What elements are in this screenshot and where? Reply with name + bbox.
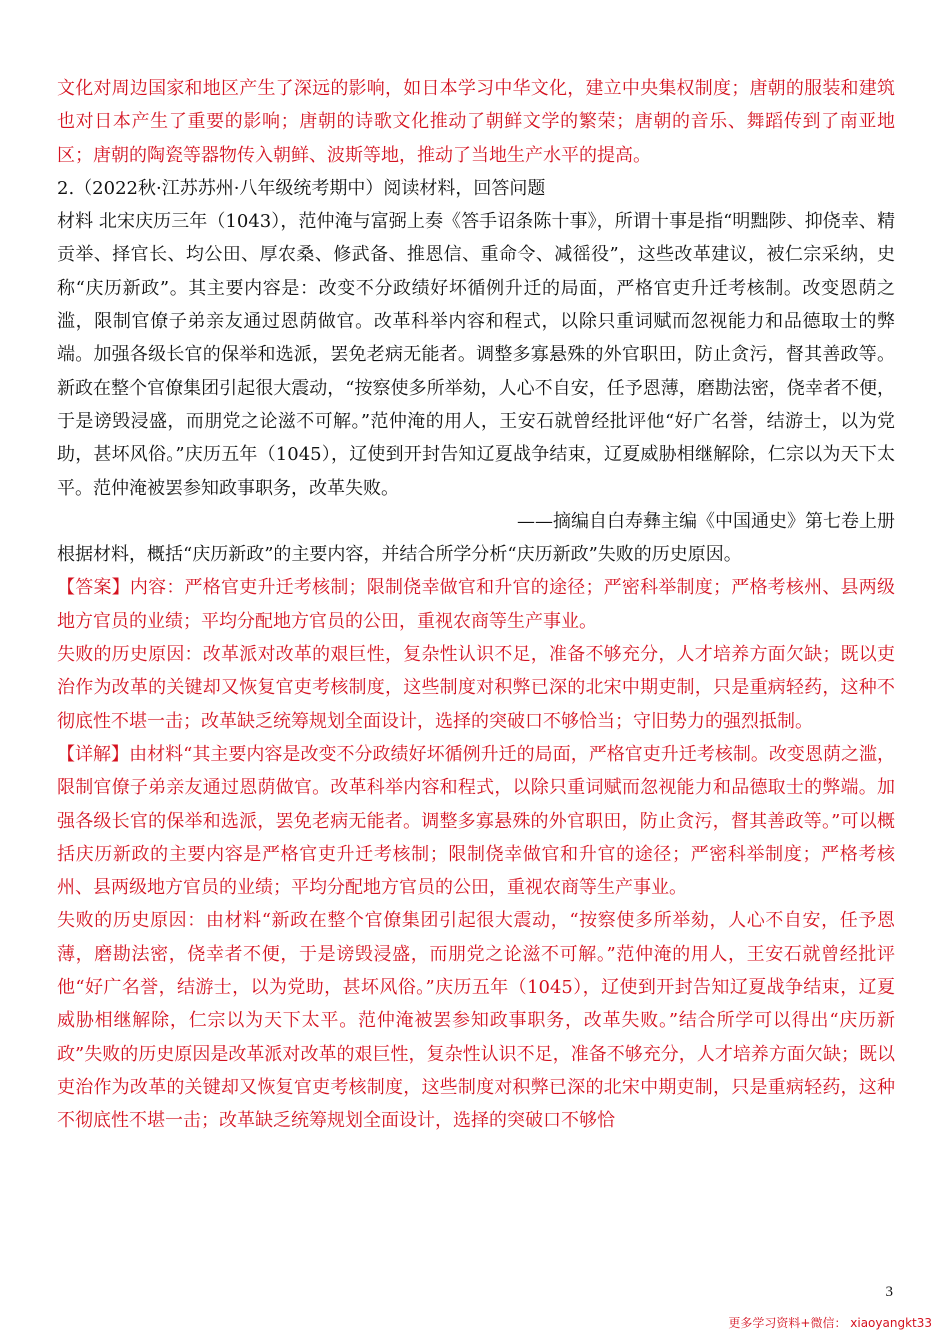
detail-tag: 【详解】 — [57, 743, 130, 765]
question-prompt: 根据材料，概括“庆历新政”的主要内容，并结合所学分析“庆历新政”失败的历史原因。 — [57, 544, 742, 566]
answer-paragraph — [57, 571, 895, 638]
footer-note: 更多学习资料+微信： xiaoyangkt33 — [728, 1316, 932, 1330]
intro-answer-paragraph: 文化对周边国家和地区产生了深远的影响，如日本学习中华文化，建立中央集权制度；唐朝的服装和建筑也对日本产生了重要的影响；唐朝的诗歌文化推动了朝鲜文学的繁荣；唐朝的音乐、舞蹈传到了南亚地区；唐朝的陶瓷等器物传入朝鲜、波斯等地，推动了当地生产水平的提高。 — [57, 78, 895, 166]
answer-reasons-paragraph: 失败的历史原因：改革派对改革的艰巨性，复杂性认识不足，准备不够充分，人才培养方面欠缺；既以吏治作为改革的关键却又恢复官吏考核制度，这些制度对积弊已深的北宋中期吏制，只是重病轻药，这种不彻底性不堪一击；改革缺乏统筹规划全面设计，选择的突破口不够恰当；守旧势力的强烈抵制。 — [57, 644, 895, 732]
detail-paragraph — [57, 738, 895, 904]
material-paragraph: 材料 北宋庆历三年（1043），范仲淹与富弼上奏《答手诏条陈十事》，所谓十事是指“明黜陟、抑侥幸、精贡举、择官长、均公田、厚农桑、修武备、推恩信、重命令、减徭役”，这些改革建议，被仁宗采纳，史称“庆历新政”。其主要内容是：改变不分政绩好坏循例升迁的局面，严格官吏升迁考核制。改变恩荫之滥，限制官僚子弟亲友通过恩荫做官。改革科举内容和程式，以除只重词赋而忽视能力和品德取士的弊端。加强各级长官的保举和选派，罢免老病无能者。调整多寡悬殊的外官职田，防止贪污，督其善政等。新政在整个官僚集团引起很大震动，“按察使多所举劾，人心不自安，任予恩薄，磨勘法密，侥幸者不便，于是谤毁浸盛，而朋党之论滋不可解。”范仲淹的用人，王安石就曾经批评他“好广名誉，结游士，以为党助，甚坏风俗。”庆历五年（1045），辽使到开封告知辽夏战争结束，辽夏威胁相继解除，仁宗以为天下太平。范仲淹被罢参知政事职务，改革失败。 — [57, 211, 895, 499]
question-header: 2.（2022秋·江苏苏州·八年级统考期中）阅读材料，回答问题 — [57, 177, 546, 199]
page-number: 3 — [885, 1284, 893, 1300]
document-page — [57, 72, 895, 1138]
material-source: ——摘编自白寿彝主编《中国通史》第七卷上册 — [517, 510, 895, 532]
detail-reasons-paragraph: 失败的历史原因：由材料“新政在整个官僚集团引起很大震动，“按察使多所举劾，人心不自安，任予恩薄，磨勘法密，侥幸者不便，于是谤毁浸盛，而朋党之论滋不可解。”范仲淹的用人，王安石就曾经批评他“好广名誉，结游士，以为党助，甚坏风俗。”庆历五年（1045），辽使到开封告知辽夏战争结束，辽夏威胁相继解除，仁宗以为天下太平。范仲淹被罢参知政事职务，改革失败。”结合所学可以得出“庆历新政”失败的历史原因是改革派对改革的艰巨性，复杂性认识不足，准备不够充分，人才培养方面欠缺；既以吏治作为改革的关键却又恢复官吏考核制度，这些制度对积弊已深的北宋中期吏制，只是重病轻药，这种不彻底性不堪一击；改革缺乏统筹规划全面设计，选择的突破口不够恰 — [57, 910, 895, 1132]
detail-content: 由材料“其主要内容是改变不分政绩好坏循例升迁的局面，严格官吏升迁考核制。改变恩荫之滥，限制官僚子弟亲友通过恩荫做官。改革科举内容和程式，以除只重词赋而忽视能力和品德取士的弊端。加强各级长官的保举和选派，罢免老病无能者。调整多寡悬殊的外官职田，防止贪污，督其善政等。”可以概括庆历新政的主要内容是严格官吏升迁考核制；限制侥幸做官和升官的途径；严密科举制度；严格考核州、县两级地方官员的业绩；平均分配地方官员的公田，重视农商等生产事业。 — [57, 743, 896, 899]
answer-content: 内容：严格官吏升迁考核制；限制侥幸做官和升官的途径；严密科举制度；严格考核州、县两级地方官员的业绩；平均分配地方官员的公田，重视农商等生产事业。 — [57, 577, 895, 632]
answer-tag: 【答案】 — [57, 577, 130, 599]
